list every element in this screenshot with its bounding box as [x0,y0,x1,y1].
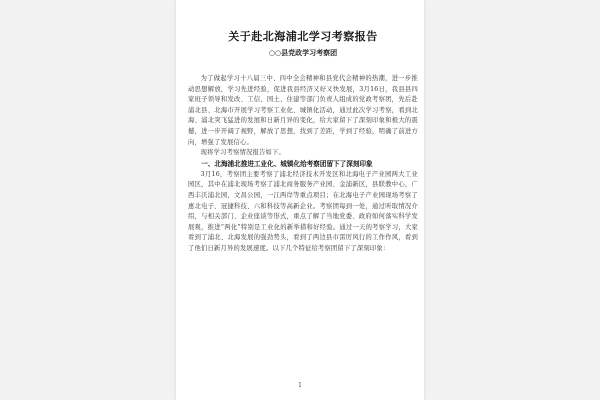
section-heading: 一、北海浦北推进工业化、城镇化给考察团留下了深刻印象 [201,159,373,168]
report-intro-line: 现将学习考察情况报告如下。 [200,149,286,157]
document-subtitle: ○○县党政学习考察团 [268,48,338,57]
intro-paragraph: 为了做起学习十八届三中、四中全会精神和县党代会精神的热潮，进一步推动思想解放，学习先进经验，促进我县经济又好又快发展，3月16日，我县县四家班子领导和发改、工信、国土、住建等部门负责人组成的党政考察团，先后赴浦北县、北海市开展学习考察工业化、城镇化活动，通过此次学习考察，看到北海、浦北突飞猛进的发展和日新月异的变化，给大家留下了深刻印象和极大的震撼，进一步开阔了视野，解放了思想，找到了差距，学到了经验，明确了前进方向，增强了发展信心。 [188,75,418,146]
document-page [176,0,424,400]
document-title: 关于赴北海浦北学习考察报告 [228,30,378,43]
page-number: 1 [298,382,302,389]
document-body [188,30,418,255]
section-paragraph: 3月16，考察团主要考察了浦北经济技术开发区和北海电子产业园两大工业园区，其中在浦北现场考察了浦北商务服务产业园、金浦新区，县联教中心，广西丰沃浦北园，文昌公园，一江两岸等重点项目；在北海电子产业园现场考察了惠北电子、冠捷科技、六和科技等高新企业。考察团每到一处，通过听取情况介绍，与相关部门、企业座谈等形式，重点了解了当地党委、政府如何落实科学发展观，推进“两化”特别是工业化的新举措和好经验。通过一天的考察学习，大家看到了浦北、北海发展的强劲势头，看到了两边县市雷厉风行的工作作风，看到了他们日新月异的发展速度。以下几个特征给考察团留下了深刻印象： [188,170,418,252]
